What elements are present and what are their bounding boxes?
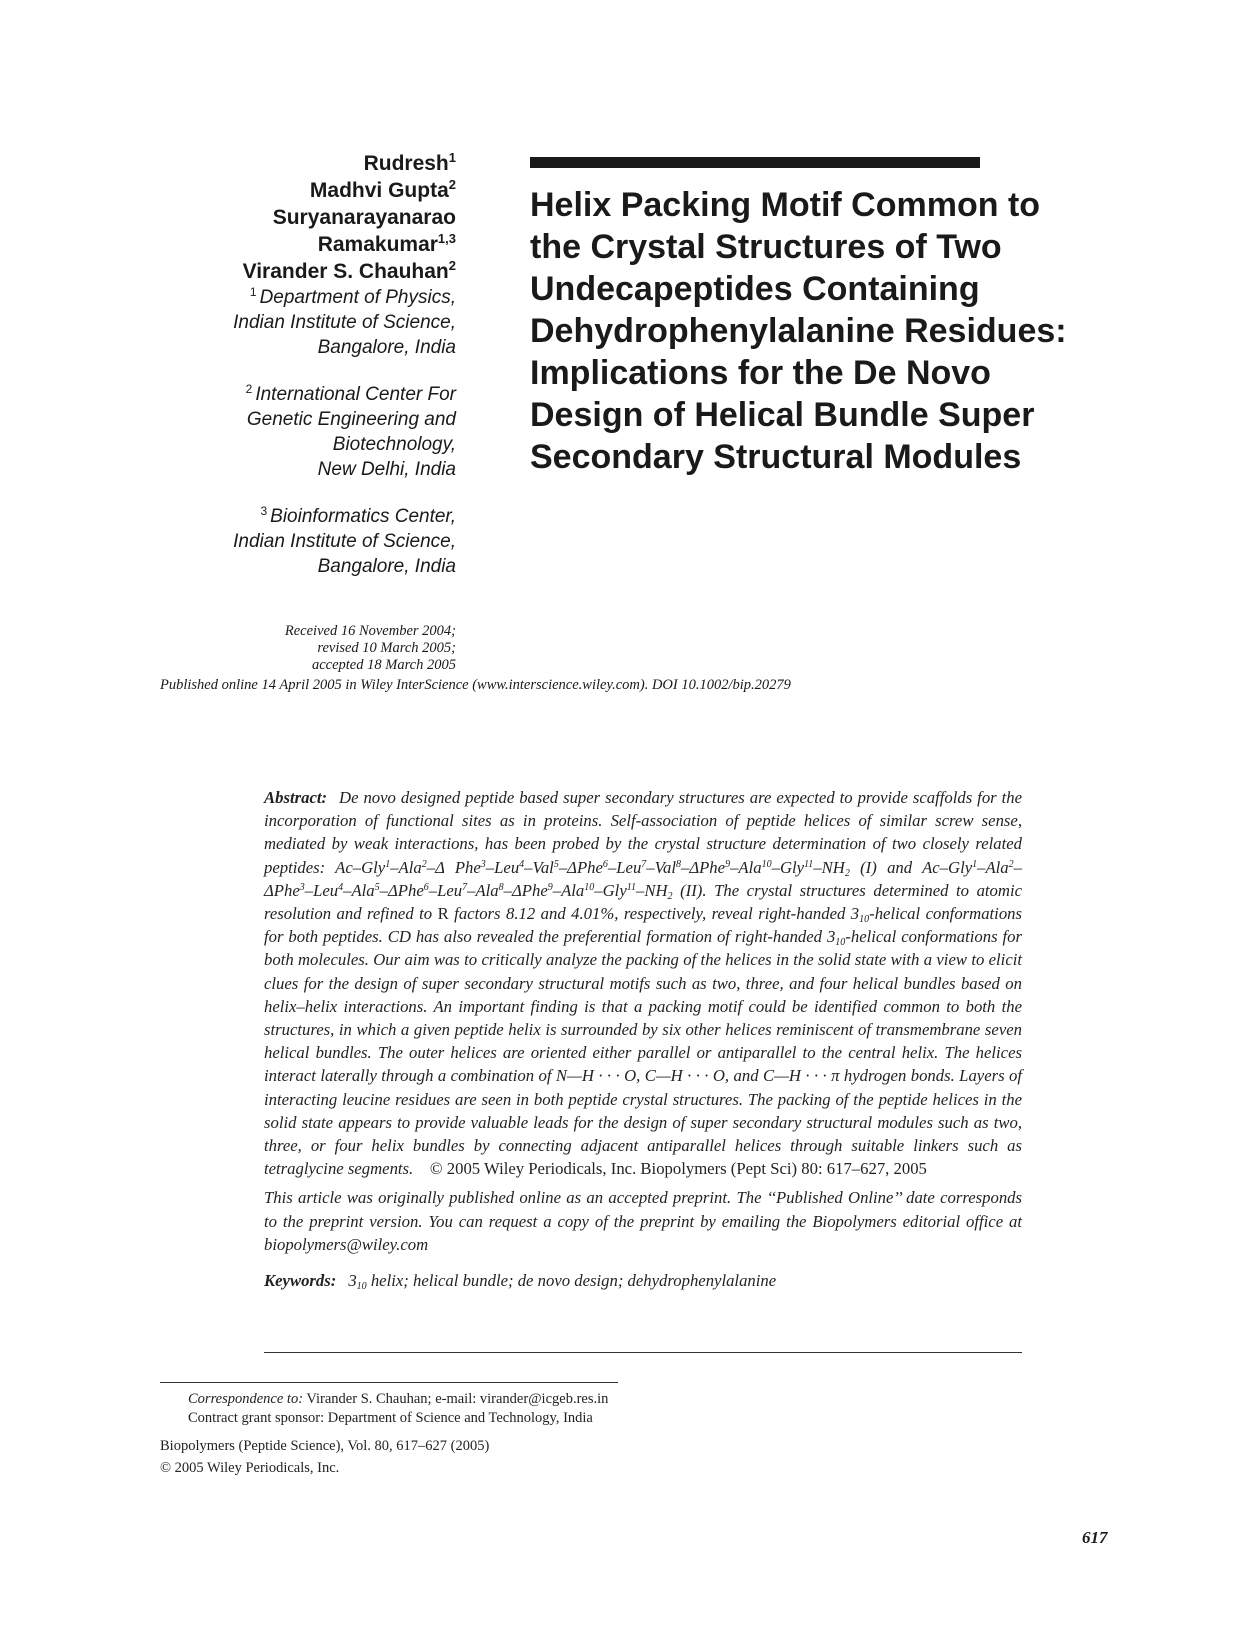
affiliation-line: New Delhi, India bbox=[317, 459, 456, 480]
author-name-text: Rudresh bbox=[363, 152, 449, 175]
copyright-notice: © 2005 Wiley Periodicals, Inc. bbox=[160, 1460, 340, 1476]
affiliation-text: International Center For bbox=[255, 384, 456, 405]
abstract-text: –ΔPhe bbox=[379, 880, 424, 900]
abstract-text: –NH bbox=[813, 857, 845, 877]
residue-index: 3 bbox=[299, 881, 305, 893]
abstract-paragraph bbox=[264, 786, 1022, 1180]
residue-index: 6 bbox=[423, 881, 429, 893]
abstract-text: (II). The crystal structures determined to atomic resolution and refined to bbox=[264, 880, 1022, 924]
abstract-text: –Leu bbox=[428, 880, 463, 900]
abstract-text: –Gly bbox=[594, 880, 627, 900]
residue-index: 5 bbox=[374, 881, 380, 893]
abstract-text: –ΔPhe bbox=[264, 857, 1022, 900]
page-number: 617 bbox=[1082, 1528, 1108, 1547]
abstract-text: –Ala bbox=[390, 857, 422, 877]
residue-index: 7 bbox=[641, 858, 647, 870]
residue-index: 11 bbox=[626, 881, 636, 893]
residue-index: 11 bbox=[804, 858, 814, 870]
title-line: Secondary Structural Modules bbox=[530, 438, 1022, 476]
published-online-line: Published online 14 April 2005 in Wiley InterScience (www.interscience.wiley.com). DOI 10.1002/bip.20279 bbox=[160, 677, 791, 693]
abstract-text: –Val bbox=[524, 857, 554, 877]
affiliation-line: Genetic Engineering and bbox=[246, 409, 456, 430]
affiliation-line: Bangalore, India bbox=[317, 556, 456, 577]
affiliation-2 bbox=[160, 382, 456, 482]
abstract-text: -helical conformations for both molecules. Our aim was to critically analyze the packing of the helices in the solid state with a view to elicit clues for the design of super secondary structural motifs such as two, three, and four helical bundles based on helix–helix interactions. An important finding is that a packing motif could be identified common to both the structures, in which a given peptide helix is surrounded by six other helices reminiscent of transmembrane seven helical bundles. The outer helices are oriented either parallel or antiparallel to the central helix. The helices interact laterally through a combination of N—H · · · O, C—H · · · O, and C—H · · · π hydrogen bonds. Layers of interacting leucine residues are seen in both peptide crystal structures. The packing of the peptide helices in the solid state appears to provide valuable leads for the design of super secondary structural modules such as two, three, or four helix bundles by connecting adjacent antiparallel helices through suitable linkers such as tetraglycine segments. bbox=[264, 927, 1023, 1179]
residue-index: 5 bbox=[553, 858, 559, 870]
abstract-block bbox=[264, 786, 1022, 1292]
abstract-text: factors 8.12 and 4.01%, respectively, reveal right-handed 3 bbox=[448, 904, 860, 924]
affiliation-number: 2 bbox=[245, 382, 253, 396]
accepted-date: accepted 18 March 2005 bbox=[311, 657, 456, 673]
residue-index: 2 bbox=[421, 858, 427, 870]
abstract-text: R bbox=[437, 904, 449, 924]
keywords bbox=[264, 1269, 1022, 1292]
author-name bbox=[160, 177, 456, 204]
subscript: 10 bbox=[356, 1281, 367, 1293]
abstract-text: –Δ Phe bbox=[426, 857, 481, 877]
abstract-text: –Ala bbox=[730, 857, 762, 877]
author-name bbox=[160, 258, 456, 285]
author-affil-marker: 1 bbox=[448, 150, 456, 165]
abstract-text: –Leu bbox=[607, 857, 642, 877]
affiliation-line: Biotechnology, bbox=[332, 434, 456, 455]
affiliation-3 bbox=[160, 504, 456, 579]
affiliation-text: Bioinformatics Center, bbox=[270, 506, 456, 527]
abstract-text: –NH bbox=[636, 880, 668, 900]
residue-index: 7 bbox=[462, 881, 468, 893]
residue-index: 2 bbox=[1008, 858, 1014, 870]
abstract-text: –Ala bbox=[552, 880, 585, 900]
residue-index: 10 bbox=[761, 858, 772, 870]
abstract-text: –Val bbox=[646, 857, 676, 877]
abstract-text: –Ala bbox=[467, 880, 499, 900]
affiliation-1 bbox=[160, 285, 456, 360]
affiliation-line bbox=[160, 285, 456, 310]
abstract-divider bbox=[264, 1352, 1022, 1353]
affiliation-line: Indian Institute of Science, bbox=[233, 312, 456, 333]
residue-index: 8 bbox=[675, 858, 681, 870]
author-affil-marker: 2 bbox=[448, 258, 456, 273]
abstract-label: Abstract: bbox=[264, 788, 328, 807]
abstract-text: –Ala bbox=[977, 857, 1009, 877]
subscript: 2 bbox=[844, 867, 850, 879]
keywords-label: Keywords: bbox=[264, 1271, 337, 1291]
residue-index: 9 bbox=[547, 881, 553, 893]
title-line: Implications for the De Novo bbox=[530, 354, 991, 392]
author-name bbox=[160, 150, 456, 177]
abstract-text: –Leu bbox=[304, 880, 339, 900]
abstract-text: –Leu bbox=[485, 857, 520, 877]
correspondence-footnote bbox=[160, 1390, 618, 1409]
residue-index: 6 bbox=[602, 858, 608, 870]
author-name-text: Madhvi Gupta bbox=[309, 179, 449, 202]
residue-index: 1 bbox=[385, 858, 391, 870]
title-line: Undecapeptides Containing bbox=[530, 270, 980, 308]
affiliation-number: 1 bbox=[249, 285, 257, 299]
residue-index: 4 bbox=[519, 858, 525, 870]
affiliation-line bbox=[160, 504, 456, 529]
author-name bbox=[160, 204, 456, 231]
residue-index: 4 bbox=[338, 881, 344, 893]
preprint-note: This article was originally published online as an accepted preprint. The ‘‘Published Online’’ date corresponds to the preprint version. You can request a copy of the preprint by emailing the Biopolymers editorial office at biopolymers@wiley.com bbox=[264, 1188, 1022, 1254]
article-title bbox=[530, 184, 1150, 478]
subscript: 10 bbox=[859, 914, 870, 926]
abstract-text: –Gly bbox=[771, 857, 805, 877]
abstract-text: -helical conformations for both peptides. CD has also revealed the preferential formation of right-handed 3 bbox=[264, 904, 1023, 947]
affiliation-number: 3 bbox=[260, 504, 268, 518]
abstract-text: –ΔPhe bbox=[680, 857, 726, 877]
journal-citation: Biopolymers (Peptide Science), Vol. 80, 617–627 (2005) bbox=[160, 1438, 490, 1454]
keywords-text: helix; helical bundle; de novo design; dehydrophenylalanine bbox=[366, 1271, 777, 1291]
residue-index: 9 bbox=[725, 858, 731, 870]
title-line: Helix Packing Motif Common to bbox=[530, 186, 1041, 224]
grant-footnote: Contract grant sponsor: Department of Science and Technology, India bbox=[188, 1410, 593, 1426]
author-affil-marker: 1,3 bbox=[437, 231, 456, 246]
title-line: Design of Helical Bundle Super bbox=[530, 396, 1035, 434]
revised-date: revised 10 March 2005; bbox=[317, 640, 456, 656]
abstract-text: –Ala bbox=[343, 880, 375, 900]
author-block bbox=[160, 150, 456, 579]
footnotes bbox=[160, 1382, 618, 1478]
abstract-text: De novo designed peptide based super secondary structures are expected to provide scaffolds for the incorporation of functional sites as in proteins. Self-association of peptide helices of similar screw sense, mediated by weak interactions, has been probed by the crystal structure determination of two closely related peptides: Ac–Gly bbox=[264, 788, 1022, 877]
affiliation-line bbox=[160, 382, 456, 407]
title-decorative-bar bbox=[530, 157, 980, 168]
abstract-copyright: © 2005 Wiley Periodicals, Inc. Biopolymers (Pept Sci) 80: 617–627, 2005 bbox=[429, 1159, 927, 1179]
residue-index: 1 bbox=[972, 858, 978, 870]
affiliation-line: Indian Institute of Science, bbox=[233, 531, 456, 552]
author-name-text: Ramakumar bbox=[317, 233, 438, 256]
author-name-text: Virander S. Chauhan bbox=[242, 260, 449, 283]
footnote-divider bbox=[160, 1382, 618, 1383]
affiliation-line: Bangalore, India bbox=[317, 337, 456, 358]
abstract-text: –ΔPhe bbox=[503, 880, 548, 900]
affiliation-text: Department of Physics, bbox=[259, 287, 456, 308]
submission-dates bbox=[200, 623, 456, 674]
author-name-text: Suryanarayanarao bbox=[272, 206, 456, 229]
abstract-text: (I) and Ac–Gly bbox=[849, 857, 973, 877]
received-date: Received 16 November 2004; bbox=[284, 623, 456, 639]
correspondence-label: Correspondence to: bbox=[188, 1391, 304, 1407]
keywords-text: 3 bbox=[348, 1271, 357, 1291]
residue-index: 3 bbox=[480, 858, 486, 870]
author-affil-marker: 2 bbox=[448, 177, 456, 192]
subscript: 2 bbox=[667, 890, 673, 902]
abstract-text: –ΔPhe bbox=[558, 857, 603, 877]
title-line: the Crystal Structures of Two bbox=[530, 228, 1002, 266]
correspondence-text: Virander S. Chauhan; e-mail: virander@icgeb.res.in bbox=[303, 1391, 609, 1407]
residue-index: 8 bbox=[498, 881, 504, 893]
title-line: Dehydrophenylalanine Residues: bbox=[530, 312, 1067, 350]
residue-index: 10 bbox=[584, 881, 595, 893]
author-name bbox=[160, 231, 456, 258]
subscript: 10 bbox=[835, 937, 846, 949]
